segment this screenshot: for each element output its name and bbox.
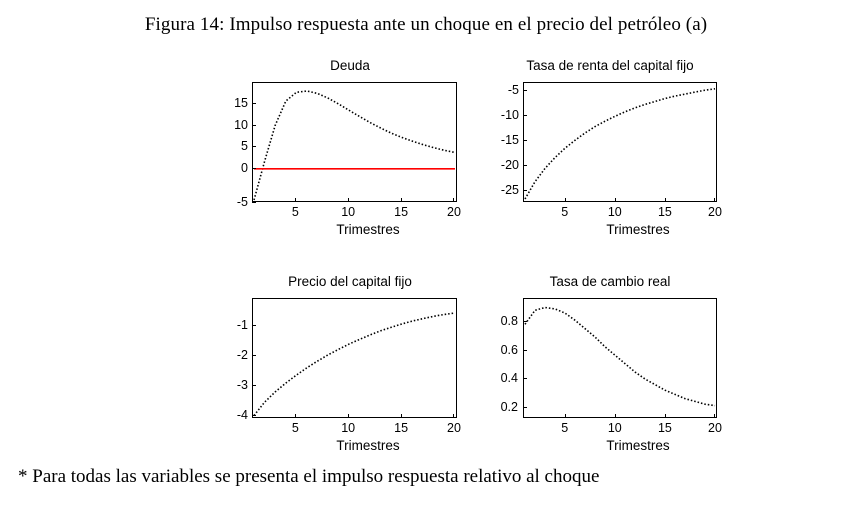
ytick-deuda-4: 15	[234, 96, 248, 111]
ytick-deuda-3: 10	[234, 117, 248, 132]
ytick-deuda-0: -5	[236, 195, 248, 209]
xtick-deuda-3: 20	[447, 205, 461, 219]
ytick-tasa-renta-4: -5	[507, 82, 519, 97]
plot-area-precio-capital	[252, 298, 457, 418]
ytick-deuda-1: 0	[241, 160, 248, 175]
xtick-precio-capital-1: 10	[341, 421, 356, 435]
ytick-tasa-renta-1: -20	[500, 157, 519, 172]
xtick-tasa-cambio-0: 5	[561, 421, 569, 435]
ytick-tasa-cambio-3: 0.8	[500, 314, 518, 328]
xtick-deuda-2: 15	[394, 205, 409, 219]
ytick-tasa-renta-0: -25	[500, 182, 519, 197]
xtick-tasa-renta-3: 20	[708, 205, 722, 219]
panel-title-precio-capital: Precio del capital fijo	[288, 274, 412, 289]
chart-panels	[0, 58, 852, 458]
panel-tasa-cambio	[490, 274, 730, 454]
plot-svg-precio-capital	[253, 299, 456, 417]
ytick-tasa-renta-3: -10	[500, 107, 519, 122]
xlabel-deuda: Trimestres	[336, 222, 400, 237]
xtick-tasa-cambio-2: 15	[657, 421, 672, 435]
xlabel-tasa-renta: Trimestres	[606, 222, 670, 237]
xlabel-precio-capital: Trimestres	[336, 438, 400, 453]
xtick-tasa-cambio-1: 10	[607, 421, 622, 435]
panel-precio-capital	[230, 274, 470, 454]
plot-svg-tasa-renta	[524, 83, 716, 201]
series-line-precio-capital	[254, 313, 455, 416]
plot-area-deuda	[252, 82, 457, 202]
xtick-precio-capital-3: 20	[447, 421, 461, 435]
ytick-precio-capital-3: -1	[236, 317, 248, 332]
xtick-deuda-0: 5	[291, 205, 299, 219]
plot-area-tasa-renta	[523, 82, 717, 202]
panel-deuda	[230, 58, 470, 238]
xtick-precio-capital-0: 5	[291, 421, 299, 435]
ytick-precio-capital-1: -3	[236, 377, 248, 392]
ytick-deuda-2: 5	[241, 139, 248, 154]
panel-title-deuda: Deuda	[330, 58, 370, 73]
ytick-precio-capital-2: -2	[236, 347, 248, 362]
xlabel-tasa-cambio: Trimestres	[606, 438, 670, 453]
panel-title-tasa-cambio: Tasa de cambio real	[549, 274, 671, 289]
figure-caption: Figura 14: Impulso respuesta ante un choque en el precio del petróleo (a)	[144, 14, 708, 35]
xtick-tasa-renta-0: 5	[561, 205, 569, 219]
ytick-tasa-renta-2: -15	[500, 132, 519, 147]
panel-title-tasa-renta: Tasa de renta del capital fijo	[526, 58, 694, 73]
xtick-precio-capital-2: 15	[394, 421, 409, 435]
series-line-tasa-renta	[525, 89, 715, 199]
xtick-tasa-renta-2: 15	[657, 205, 672, 219]
series-line-tasa-cambio	[525, 308, 715, 406]
xtick-deuda-1: 10	[341, 205, 356, 219]
plot-svg-deuda	[253, 83, 456, 201]
series-line-deuda	[254, 91, 455, 200]
xtick-tasa-renta-1: 10	[607, 205, 622, 219]
figure-note: * Para todas las variables se presenta el impulso respuesta relativo al choque	[18, 466, 600, 487]
plot-svg-tasa-cambio	[524, 299, 716, 417]
ytick-tasa-cambio-0: 0.2	[500, 399, 518, 414]
ytick-precio-capital-0: -4	[236, 407, 248, 422]
ytick-tasa-cambio-1: 0.4	[500, 371, 518, 386]
ytick-tasa-cambio-2: 0.6	[500, 342, 518, 357]
panel-tasa-renta	[490, 58, 730, 238]
xtick-tasa-cambio-3: 20	[708, 421, 722, 435]
plot-area-tasa-cambio	[523, 298, 717, 418]
